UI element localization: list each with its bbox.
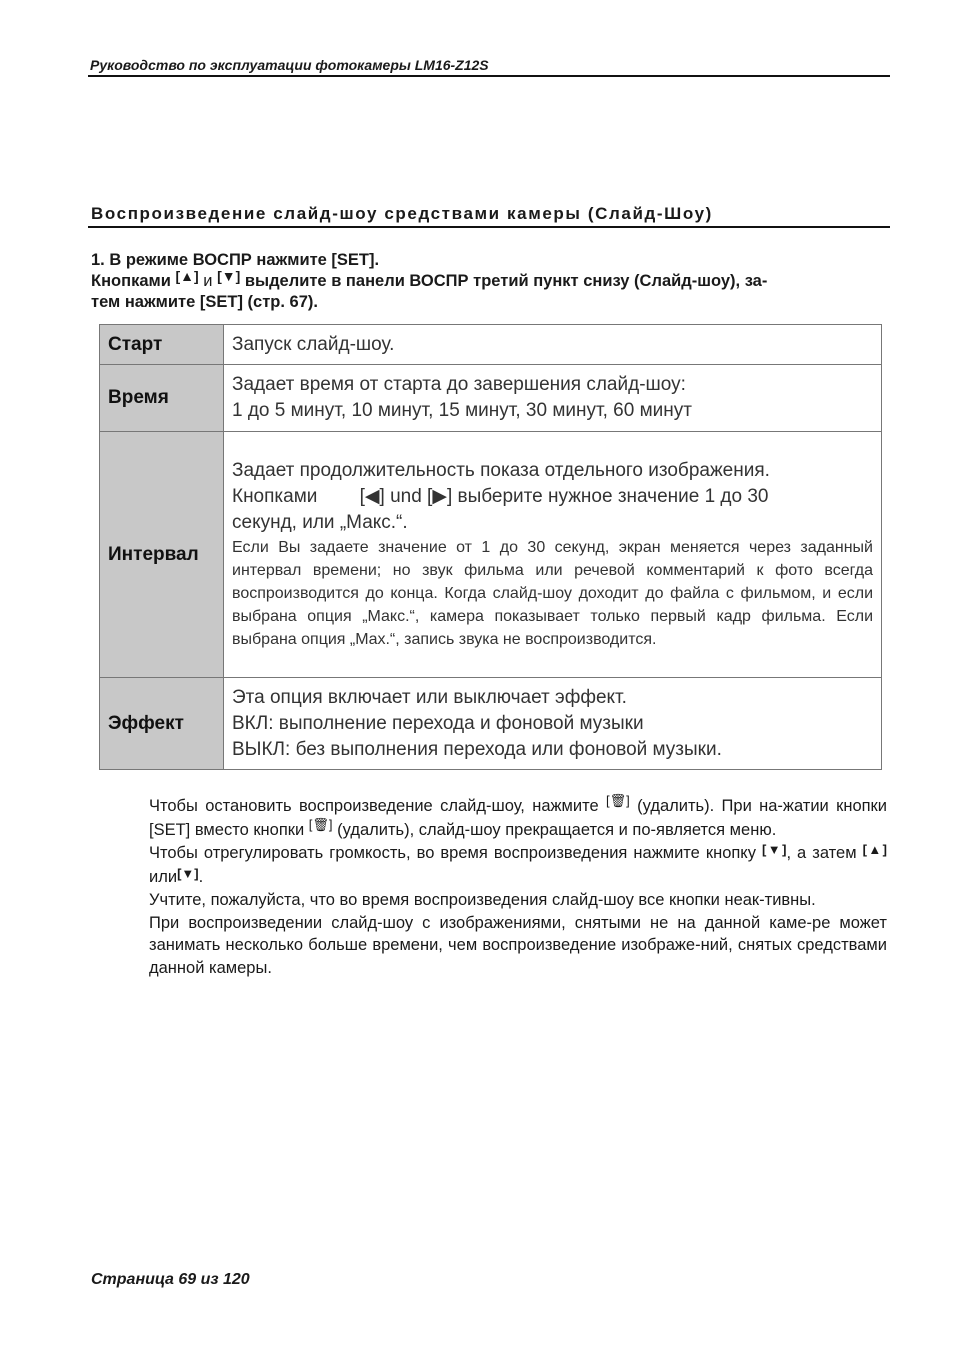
page-number: Страница 69 из 120 [91, 1271, 250, 1288]
slideshow-options-table [99, 324, 882, 770]
section-title: Воспроизведение слайд-шоу средствами камеры (Слайд-Шоу) [91, 204, 713, 223]
option-description: Задает время от старта до завершения слайд-шоу: 1 до 5 минут, 10 минут, 15 минут, 30 минут, 60 минут [224, 365, 882, 432]
note-paragraph: Чтобы остановить воспроизведение слайд-шоу, нажмите [🗑] (удалить). При на-жатии кнопки [SET] вместо кнопки [🗑] (удалить), слайд-шоу прекращается и по-является меню. [149, 795, 887, 842]
up-button-icon: [▲] [862, 842, 888, 857]
option-description: Эта опция включает или выключает эффект. ВКЛ: выполнение перехода и фоновой музыки ВЫКЛ: без выполнения перехода или фоновой музыки. [224, 678, 882, 770]
section-divider [88, 226, 890, 228]
note-paragraph: Учтите, пожалуйста, что во время воспроизведения слайд-шоу все кнопки неак-тивны. [149, 891, 816, 909]
step-line-3: тем нажмите [SET] (стр. 67). [91, 293, 318, 311]
step-line-1: 1. В режиме ВОСПР нажмите [SET]. [91, 251, 380, 269]
notes-section [149, 795, 887, 979]
header-divider [88, 75, 890, 77]
option-description: Запуск слайд-шоу. [224, 325, 882, 365]
option-label: Эффект [100, 678, 224, 770]
table-row [100, 325, 882, 365]
option-label: Время [100, 365, 224, 432]
option-description: Задает продолжительность показа отдельного изображения. Кнопками [◀] und [▶] выберите нужное значение 1 до 30 секунд, или „Макс.“. Если Вы задаете значение от 1 до 30 секунд, экран меняется через заданный интервал времени; но звук фильма или речевой комментарий к фото всегда воспроизводится до конца. Когда слайд-шоу доходит до файла с фильмом, и если выбрана опция „Макс.“, камера показывает только первый кадр фильма. Если выбрана опция „Max.“, запись звука не воспроизводится. [224, 432, 882, 678]
option-label: Старт [100, 325, 224, 365]
down-button-icon: [▼] [217, 268, 241, 284]
document-header: Руководство по эксплуатации фотокамеры LM16-Z12S [90, 57, 489, 73]
interval-note: Если Вы задаете значение от 1 до 30 секунд, экран меняется через заданный интервал времени; но звук фильма или речевой комментарий к фото всегда воспроизводится до конца. Когда слайд-шоу доходит до файла с фильмом, и если выбрана опция „Макс.“, камера показывает только первый кадр фильма. Если выбрана опция „Max.“, запись звука не воспроизводится. [232, 539, 873, 648]
table-row [100, 678, 882, 770]
trash-icon: [🗑] [606, 793, 630, 808]
step-instructions [91, 250, 891, 313]
note-paragraph: При воспроизведении слайд-шоу с изображениями, снятыми не на данной каме-ре может занимать несколько больше времени, чем воспроизведение изображе-ний, снятых средствами данной камеры. [149, 913, 887, 977]
table-row [100, 432, 882, 678]
down-button-icon: [▼] [177, 865, 199, 881]
trash-icon: [🗑] [308, 816, 333, 832]
up-button-icon: [▲] [175, 268, 199, 284]
table-row [100, 365, 882, 432]
note-paragraph: Чтобы отрегулировать громкость, во время воспроизведения нажмите кнопку [▼], а затем [▲] или[▼]. [149, 842, 888, 886]
option-label: Интервал [100, 432, 224, 678]
down-button-icon: [▼] [762, 842, 787, 857]
step-line-2: Кнопками [▲] и [▼] выделите в панели ВОСПР третий пункт снизу (Слайд-шоу), за- [91, 268, 768, 290]
